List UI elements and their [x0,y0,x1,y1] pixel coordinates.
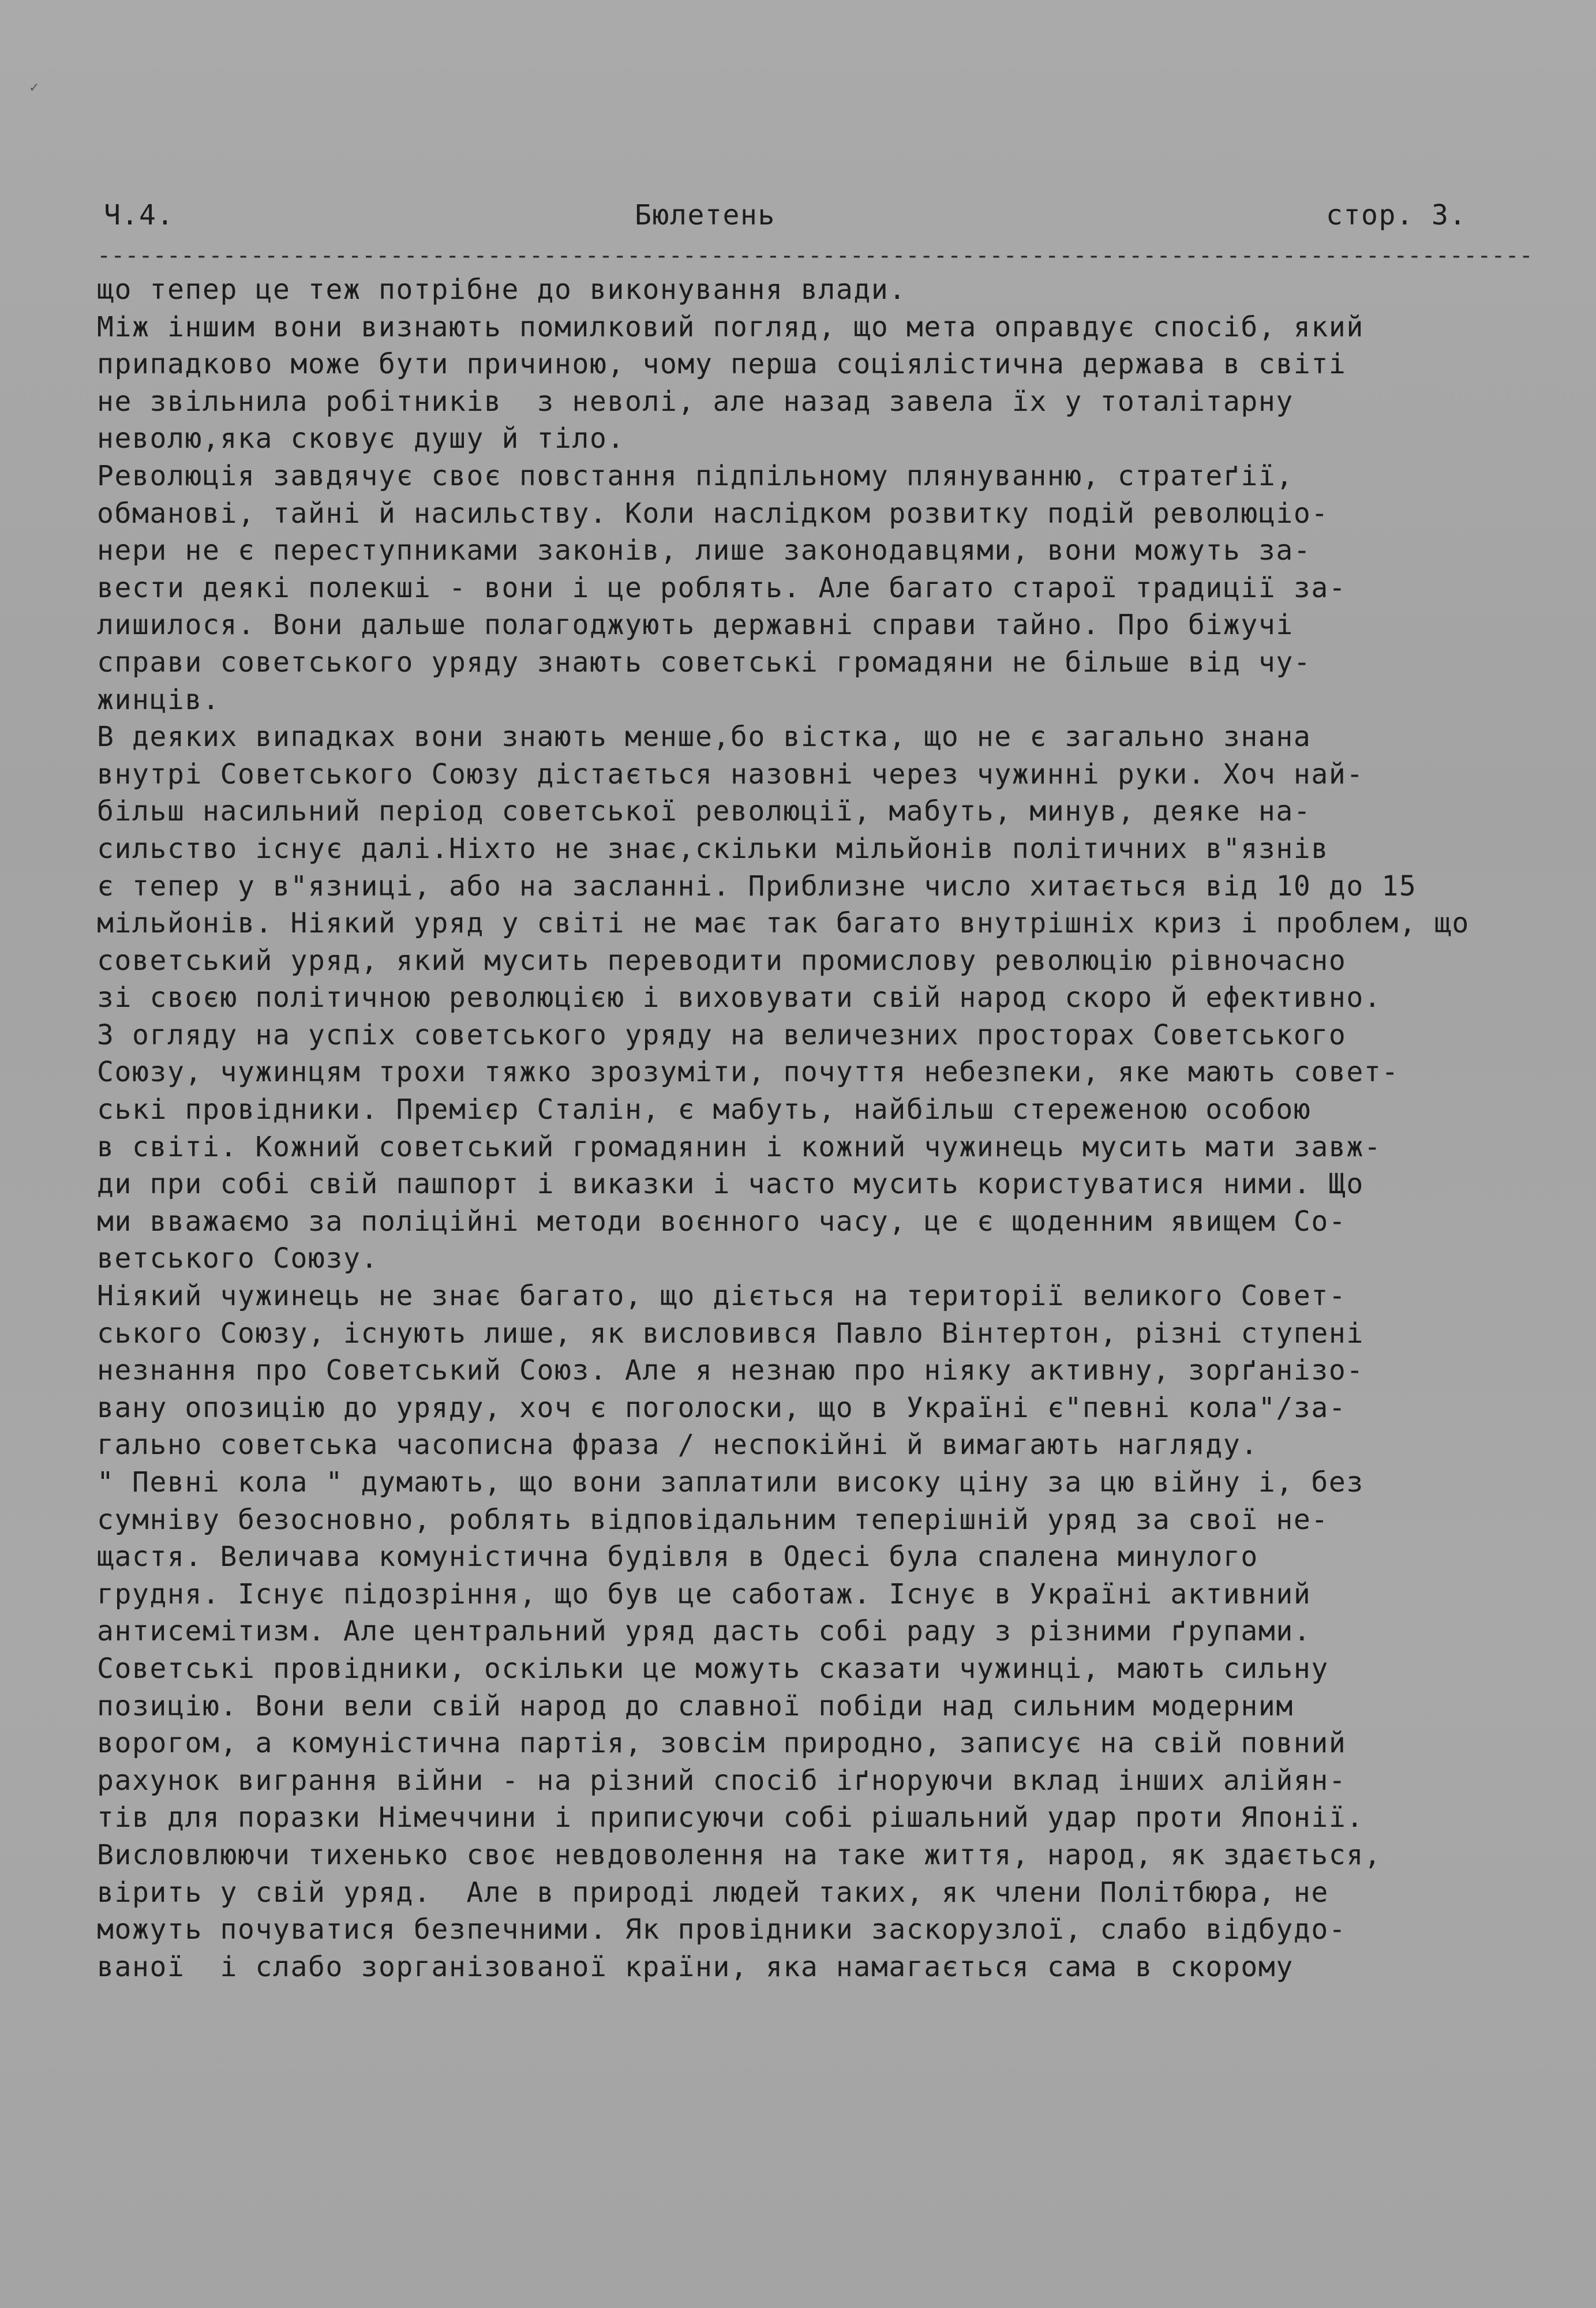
text-line: не звільнила робітників з неволі, але назад завела їх у тоталітарну [97,385,1294,418]
text-line: ворогом, а комуністична партія, зовсім природно, записує на свій повний [97,1727,1347,1760]
page-number: стор. 3. [1326,199,1467,231]
text-line: ди при собі свій пашпорт і виказки і часто мусить користуватися ними. Що [97,1168,1364,1201]
bulletin-title: Бюлетень [635,199,775,231]
text-line: більш насильний період советської революції, мабуть, минув, деяке на- [97,795,1312,828]
text-line: справи советського уряду знають советські громадяни не більше від чу- [97,646,1312,679]
text-line: ветського Союзу. [97,1242,379,1275]
text-line: вірить у свій уряд. Але в природі людей таких, як члени Політбюра, не [97,1876,1329,1909]
text-line: " Певні кола " думають, що вони заплатили високу ціну за цю війну і, без [97,1466,1364,1498]
text-line: Революція завдячує своє повстання підпільному плянуванню, стратеґії, [97,459,1294,492]
page-header [97,199,1535,239]
text-line: советський уряд, який мусить переводити промислову революцію рівночасно [97,944,1347,977]
text-line: антисемітизм. Але центральний уряд дасть собі раду з різними ґрупами. [97,1615,1312,1648]
text-line: внутрі Советського Союзу дістається назовні через чужинні руки. Хоч най- [97,758,1364,790]
text-line: припадково може бути причиною, чому перша соціялістична держава в світі [97,348,1347,381]
text-line: нери не є переступниками законів, лише законодавцями, вони можуть за- [97,534,1312,567]
text-line: сумніву безосновно, роблять відповідальним теперішній уряд за свої не- [97,1503,1329,1536]
text-line: жинців. [97,683,220,716]
text-line: вести деякі полекші - вони і це роблять. Але багато старої традиції за- [97,571,1347,604]
text-line: ми вважаємо за поліційні методи воєнного часу, це є щоденним явищем Со- [97,1205,1347,1238]
text-line: ваної і слабо зорганізованої країни, яка намагається сама в скорому [97,1950,1294,1983]
text-line: позицію. Вони вели свій народ до славної побіди над сильним модерним [97,1689,1294,1722]
text-line: ського Союзу, існують лише, як висловився Павло Вінтертон, різні ступені [97,1317,1364,1350]
text-line [97,1985,1539,2023]
text-line: Ніякий чужинець не знає багато, що діється на території великого Совет- [97,1280,1347,1313]
text-line: неволю,яка сковує душу й тіло. [97,422,625,455]
text-line: щастя. Величава комуністична будівля в Одесі була спалена минулого [97,1541,1258,1573]
text-line: є тепер у в"язниці, або на засланні. Приблизне число хитається від 10 до 15 [97,870,1417,902]
text-line: можуть почуватися безпечними. Як провідники заскорузлої, слабо відбудо- [97,1913,1347,1946]
text-line: що тепер це теж потрібне до виконування влади. [97,273,906,306]
text-line: гально советська часописна фраза / неспокійні й вимагають нагляду. [97,1429,1258,1462]
header-divider [97,249,1535,262]
text-line: В деяких випадках вони знають менше,бо вістка, що не є загально знана [97,721,1312,754]
text-line: обманові, тайні й насильству. Коли наслідком розвитку подій революціо- [97,497,1329,530]
text-line: тів для поразки Німеччини і приписуючи собі рішальний удар проти Японії. [97,1801,1364,1834]
margin-mark: ✓ [29,81,40,95]
text-line: ські провідники. Премієр Сталін, є мабуть, найбільш стереженою особою [97,1093,1312,1126]
text-line: Між іншим вони визнають помилковий погляд, що мета оправдує спосіб, який [97,310,1364,343]
text-line: незнання про Советський Союз. Але я незнаю про ніяку активну, зорґанізо- [97,1354,1364,1387]
issue-number: Ч.4. [104,199,174,231]
text-line: Висловлюючи тихенько своє невдоволення на таке життя, народ, як здається, [97,1838,1382,1871]
text-line: З огляду на успіх советського уряду на величезних просторах Советського [97,1018,1347,1051]
text-line: мільйонів. Ніякий уряд у світі не має так багато внутрішніх криз і проблем, що [97,907,1470,940]
text-line: лишилося. Вони дальше полагоджують державні справи тайно. Про біжучі [97,609,1294,642]
text-line: зі своєю політичною революцією і виховувати свій народ скоро й ефективно. [97,981,1382,1014]
body-text [97,271,1539,2002]
text-line: Союзу, чужинцям трохи тяжко зрозуміти, почуття небезпеки, яке мають совет- [97,1056,1399,1089]
text-line: Советські провідники, оскільки це можуть сказати чужинці, мають сильну [97,1652,1329,1685]
text-line: вану опозицію до уряду, хоч є поголоски, що в Україні є"певні кола"/за- [97,1391,1347,1424]
text-line: в світі. Кожний советський громадянин і кожний чужинець мусить мати завж- [97,1130,1382,1163]
text-line: сильство існує далі.Ніхто не знає,скільки мільйонів політичних в"язнів [97,832,1329,865]
text-line: грудня. Існує підозріння, що був це саботаж. Існує в Україні активний [97,1578,1312,1610]
text-line: рахунок виграння війни - на різний спосіб іґноруючи вклад інших алійян- [97,1764,1347,1797]
